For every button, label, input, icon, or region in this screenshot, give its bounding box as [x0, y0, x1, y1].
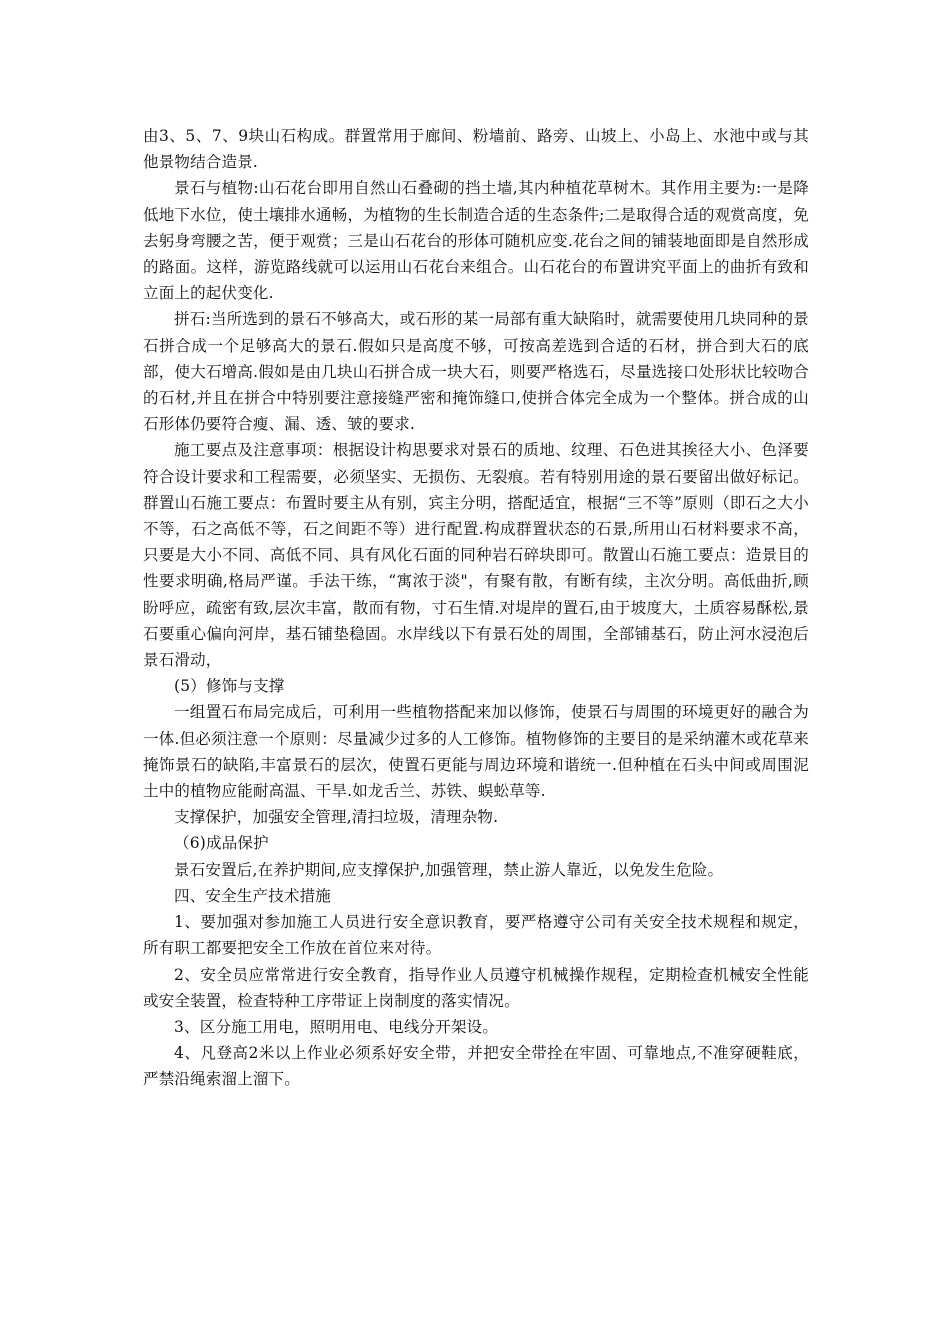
section-heading-decoration-support: (5）修饰与支撑 — [174, 677, 285, 696]
paragraph-safety-item-3: 3、区分施工用电，照明用电、电线分开架设。 — [174, 1017, 499, 1036]
section-heading-safety-measures: 四、安全生产技术措施 — [174, 886, 332, 905]
paragraph-safety-item-1: 1、要加强对参加施工人员进行安全意识教育，要严格遵守公司有关安全技术规程和规定，所有职工都要把安全工作放在首位来对待。 — [143, 913, 809, 958]
paragraph-stone-assembly: 拼石:当所选到的景石不够高大，或石形的某一局部有重大缺陷时，就需要使用几块同种的景石拼合成一个足够高大的景石.假如只是高度不够，可按高差选到合适的石材，拼合到大石的底部，使大石增高.假如是由几块山石拼合成一块大石，则要严格选石，尽量选接口处形状比较吻合的石材,并且在拼合中特别要注意接缝严密和掩饰缝口,使拼合体完全成为一个整体。拼合成的山石形体仍要符合瘦、漏、透、皱的要求. — [143, 310, 809, 434]
paragraph-product-protection: 景石安置后,在养护期间,应支撑保护,加强管理，禁止游人靠近，以免发生危险。 — [174, 860, 724, 879]
paragraph-continuation: 由3、5、7、9块山石构成。群置常用于廊间、粉墙前、路旁、山坡上、小岛上、水池中或与其他景物结合造景. — [143, 127, 809, 172]
document-body — [143, 123, 809, 1093]
section-heading-product-protection: （6)成品保护 — [174, 834, 269, 853]
paragraph-stone-and-plants: 景石与植物:山石花台即用自然山石叠砌的挡土墙,其内种植花草树木。其作用主要为:一是降低地下水位，使土壤排水通畅，为植物的生长制造合适的生态条件;二是取得合适的观赏高度，免去躬身弯腰之苦，便于观赏；三是山石花台的形体可随机应变.花台之间的铺装地面即是自然形成的路面。这样，游览路线就可以运用山石花台来组合。山石花台的布置讲究平面上的曲折有致和立面上的起伏变化. — [143, 179, 809, 303]
paragraph-safety-item-4: 4、凡登高2米以上作业必须系好安全带，并把安全带拴在牢固、可靠地点,不准穿硬鞋底，严禁沿绳索溜上溜下。 — [143, 1044, 809, 1089]
paragraph-safety-item-2: 2、安全员应常常进行安全教育，指导作业人员遵守机械操作规程，定期检查机械安全性能或安全装置，检查特种工序带证上岗制度的落实情况。 — [143, 965, 809, 1010]
paragraph-decoration: 一组置石布局完成后，可利用一些植物搭配来加以修饰，使景石与周围的环境更好的融合为一体.但必须注意一个原则：尽量减少过多的人工修饰。植物修饰的主要目的是采纳灌木或花草来掩饰景石的缺陷,丰富景石的层次，使置石更能与周边环境和谐统一.但种植在石头中间或周围泥土中的植物应能耐高温、干旱.如龙舌兰、苏铁、蜈蚣草等. — [143, 703, 809, 801]
paragraph-construction-points: 施工要点及注意事项：根据设计构思要求对景石的质地、纹理、石色进其挨径大小、色泽要符合设计要求和工程需要，必须坚实、无损伤、无裂痕。若有特别用途的景石要留出做好标记。群置山石施工要点：布置时要主从有别，宾主分明，搭配适宜，根据“三不等”原则（即石之大小不等，石之高低不等，石之间距不等）进行配置.构成群置状态的石景,所用山石材料要求不高，只要是大小不同、高低不同、具有风化石面的同种岩石碎块即可。散置山石施工要点：造景目的性要求明确,格局严谨。手法干练，“寓浓于淡"，有聚有散，有断有续，主次分明。高低曲折,顾盼呼应，疏密有致,层次丰富，散而有物，寸石生情.对堤岸的置石,由于坡度大，土质容易酥松,景石要重心偏向河岸，基石铺垫稳固。水岸线以下有景石处的周围，全部铺基石，防止河水浸泡后景石滑动， — [143, 441, 809, 670]
paragraph-support-protection: 支撑保护，加强安全管理,清扫垃圾，清理杂物. — [174, 808, 499, 827]
